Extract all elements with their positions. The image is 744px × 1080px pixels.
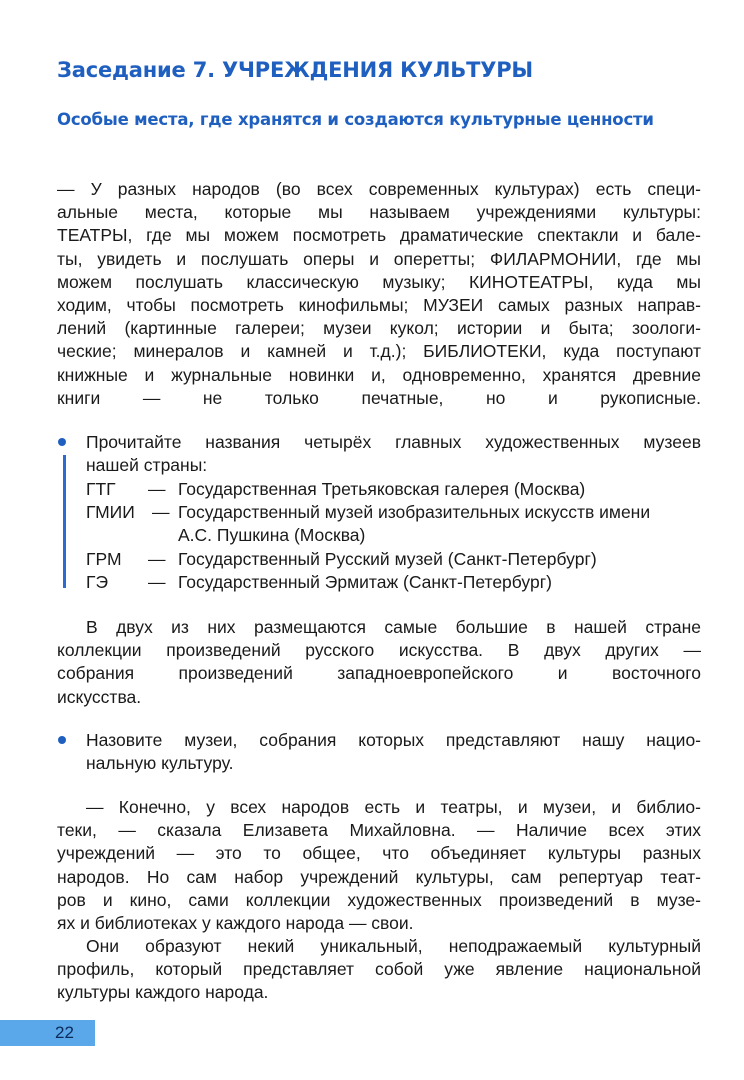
museum-row [86, 548, 701, 571]
text-line: культуры каждого народа. [57, 982, 269, 1003]
page-number-box [0, 1020, 95, 1046]
museum-dash: — [152, 502, 170, 523]
text-line: альные места, которые мы называем учреждениями культуры: [57, 202, 701, 223]
chapter-subtitle: Особые места, где хранятся и создаются культурные ценности [57, 110, 654, 129]
text-line: — Конечно, у всех народов есть и театры, и музеи, и библио- [86, 797, 701, 817]
dialogue-paragraph [57, 796, 701, 935]
text-line: теки, — сказала Елизавета Михайловна. — Наличие всех этих [57, 820, 701, 841]
museum-dash: — [148, 548, 166, 569]
text-line: коллекции произведений русского искусства. В двух других — [57, 640, 701, 661]
text-line: ческие; минералов и камней и т.д.); БИБЛИОТЕКИ, куда поступают [57, 341, 701, 362]
text-line: учреждений — это то общее, что объединяет культуры разных [57, 843, 701, 864]
museum-abbr: ГРМ [86, 548, 122, 569]
museum-name: Государственная Третьяковская галерея (Москва) [178, 479, 586, 499]
task-marker-bar [63, 455, 66, 588]
museum-row [86, 524, 701, 547]
text-line: нашей страны: [86, 455, 208, 476]
museum-name: Государственный музей изобразительных искусств имени [178, 502, 651, 523]
text-line: книги — не только печатные, но и рукописные. [57, 387, 701, 408]
text-line: Прочитайте названия четырёх главных художественных музеев [86, 432, 701, 452]
text-line: книжные и журнальные новинки и, одновременно, хранятся древние [57, 364, 701, 385]
museum-row [86, 571, 701, 594]
museum-dash: — [148, 571, 166, 592]
museum-name: Государственный Русский музей (Санкт-Петербург) [178, 548, 597, 569]
text-line: ях и библиотеках у каждого народа — свои. [57, 913, 414, 934]
text-line: Они образуют некий уникальный, неподражаемый культурный [86, 936, 701, 956]
conclusion-paragraph [57, 935, 701, 1005]
text-line: В двух из них размещаются самые большие в нашей стране [86, 617, 701, 637]
museum-name: А.С. Пушкина (Москва) [178, 525, 366, 546]
museum-abbr: ГЭ [86, 571, 109, 592]
museum-dash: — [148, 479, 166, 499]
intro-paragraph [57, 178, 701, 410]
bullet-icon [58, 736, 66, 744]
page-number: 22 [55, 1023, 74, 1042]
chapter-title: Заседание 7. УЧРЕЖДЕНИЯ КУЛЬТУРЫ [57, 58, 533, 82]
task-name-museums [86, 729, 701, 775]
museum-abbr: ГТГ [86, 479, 116, 499]
museum-row [86, 501, 701, 524]
text-line: профиль, который представляет собой уже явление национальной [57, 959, 701, 980]
text-line: нальную культуру. [86, 753, 234, 774]
text-line: собрания произведений западноевропейского и восточного [57, 663, 701, 684]
text-line: можем послушать классическую музыку; КИНОТЕАТРЫ, куда мы [57, 271, 701, 292]
collections-paragraph [57, 616, 701, 709]
bullet-icon [58, 438, 66, 446]
text-line: народов. Но сам набор учреждений культуры, сам репертуар теат- [57, 866, 701, 887]
text-line: — У разных народов (во всех современных культурах) есть специ- [57, 179, 701, 199]
text-line: ТЕАТРЫ, где мы можем посмотреть драматические спектакли и бале- [57, 225, 701, 246]
text-line: Назовите музеи, собрания которых представляют нашу нацио- [86, 730, 701, 750]
task-read-museums [86, 431, 701, 477]
text-line: ты, увидеть и послушать оперы и оперетты; ФИЛАРМОНИИ, где мы [57, 248, 701, 269]
museum-list [86, 478, 701, 594]
museum-abbr: ГМИИ [86, 502, 135, 523]
museum-name: Государственный Эрмитаж (Санкт-Петербург) [178, 571, 552, 592]
text-line: лений (картинные галереи; музеи кукол; истории и быта; зоологи- [57, 318, 701, 339]
text-line: ров и кино, сами коллекции художественных произведений в музе- [57, 889, 701, 910]
museum-row [86, 478, 701, 501]
text-line: ходим, чтобы посмотреть кинофильмы; МУЗЕИ самых разных направ- [57, 295, 701, 316]
text-line: искусства. [57, 686, 142, 707]
